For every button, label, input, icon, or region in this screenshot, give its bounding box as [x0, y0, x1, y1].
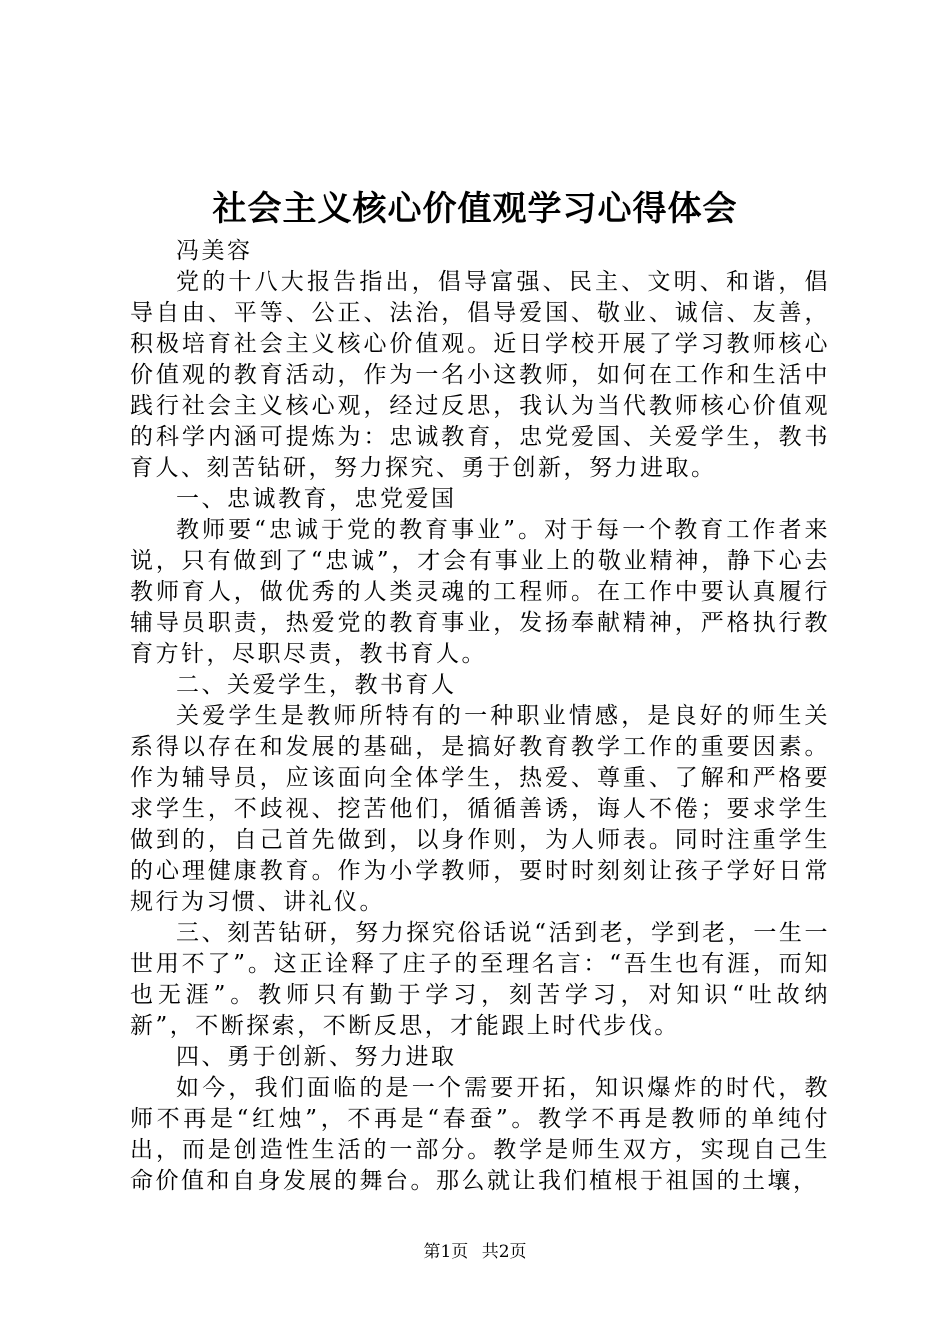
page-number: 第1页 [423, 1242, 469, 1262]
paragraph: 党的十八大报告指出，倡导富强、民主、文明、和谐，倡导自由、平等、公正、法治，倡导爱国、敬业、诚信、友善，积极培育社会主义核心价值观。近日学校开展了学习教师核心价值观的教育活动，作为一名小这教师，如何在工作和生活中践行社会主义核心观，经过反思，我认为当代教师核心价值观的科学内涵可提炼为：忠诚教育，忠党爱国、关爱学生，教书育人、刻苦钻研，努力探究、勇于创新，努力进取。 [130, 269, 830, 481]
document-body [130, 236, 830, 1197]
section-heading: 一、忠诚教育，忠党爱国 [176, 486, 457, 512]
document-title: 社会主义核心价值观学习心得体会 [212, 189, 738, 229]
paragraph: 教师要“忠诚于党的教育事业”。对于每一个教育工作者来说，只有做到了“忠诚”，才会有事业上的敬业精神，静下心去教师育人，做优秀的人类灵魂的工程师。在工作中要认真履行辅导员职责，热爱党的教育事业，发扬奉献精神，严格执行教育方针，尽职尽责，教书育人。 [130, 517, 830, 667]
section-heading: 二、关爱学生，教书育人 [176, 672, 457, 698]
section-heading: 四、勇于创新、努力进取 [176, 1044, 457, 1070]
page-footer [0, 1240, 950, 1264]
paragraph: 三、刻苦钻研，努力探究俗话说“活到老，学到老，一生一世用不了”。这正诠释了庄子的至理名言：“吾生也有涯，而知也无涯”。教师只有勤于学习，刻苦学习，对知识“吐故纳新”，不断探索，不断反思，才能跟上时代步伐。 [130, 920, 830, 1039]
paragraph: 如今，我们面临的是一个需要开拓，知识爆炸的时代，教师不再是“红烛”，不再是“春蚕”。教学不再是教师的单纯付出，而是创造性生活的一部分。教学是师生双方，实现自己生命价值和自身发展的舞台。那么就让我们植根于祖国的土壤， [130, 1075, 830, 1194]
author-line: 冯美容 [176, 238, 253, 264]
page-total: 共2页 [481, 1242, 527, 1262]
paragraph: 关爱学生是教师所特有的一种职业情感，是良好的师生关系得以存在和发展的基础，是搞好教育教学工作的重要因素。作为辅导员，应该面向全体学生，热爱、尊重、了解和严格要求学生，不歧视、挖苦他们，循循善诱，诲人不倦；要求学生做到的，自己首先做到，以身作则，为人师表。同时注重学生的心理健康教育。作为小学教师，要时时刻刻让孩子学好日常规行为习惯、讲礼仪。 [130, 703, 830, 915]
